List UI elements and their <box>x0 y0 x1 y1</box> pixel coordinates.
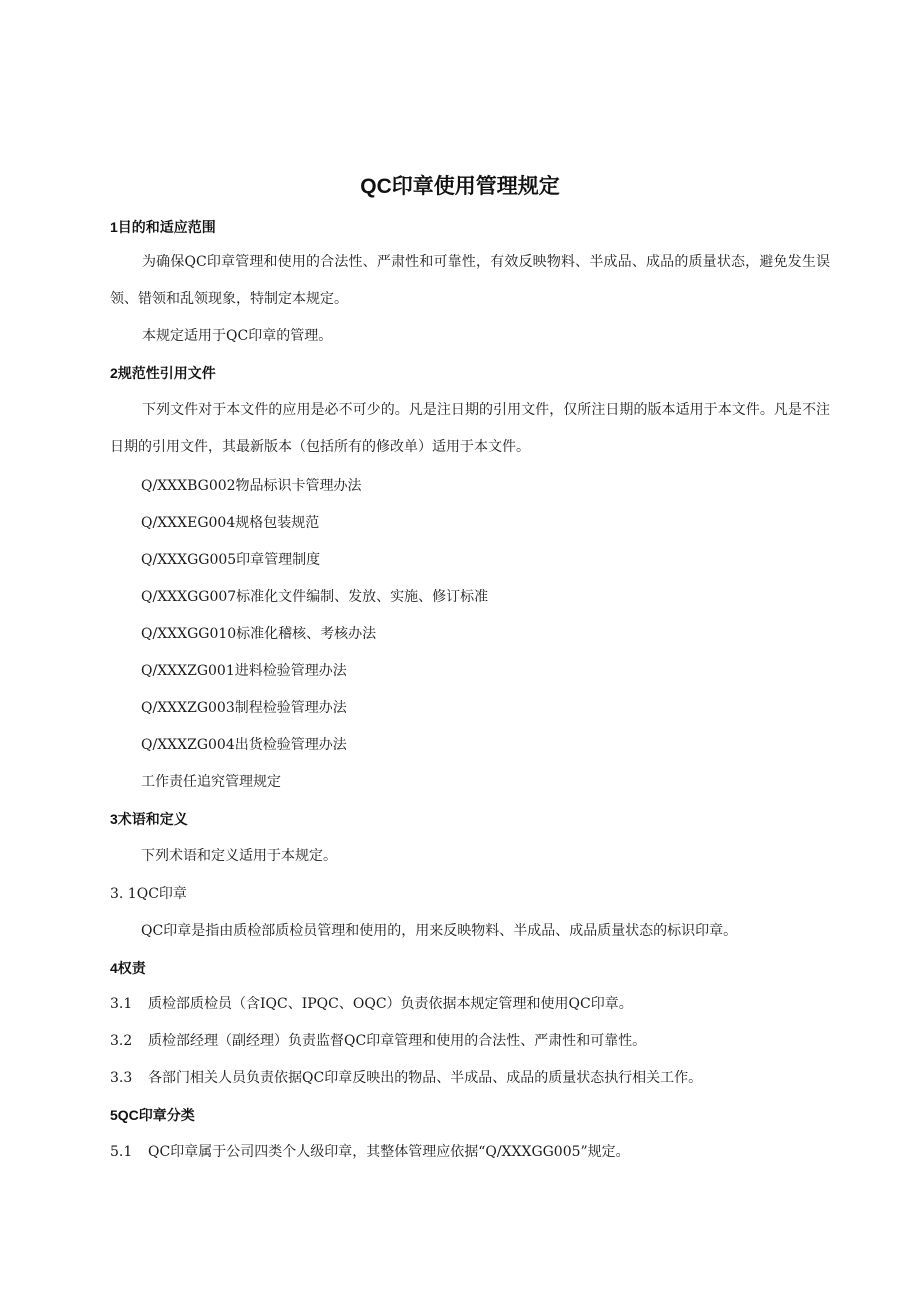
reference-item: Q/XXXGG010标准化稽核、考核办法 <box>141 626 377 642</box>
responsibility-item <box>110 1068 702 1088</box>
item-text: 质检部经理（副经理）负责监督QC印章管理和使用的合法性、严肃性和可靠性。 <box>148 1033 647 1049</box>
term-definition: QC印章是指由质检部质检员管理和使用的，用来反映物料、半成品、成品质量状态的标识印章。 <box>141 923 738 939</box>
reference-item: 工作责任追究管理规定 <box>141 774 281 790</box>
reference-item: Q/XXXEG004规格包装规范 <box>141 515 320 531</box>
item-number: 3.3 <box>110 1070 133 1086</box>
item-text: QC印章属于公司四类个人级印章，其整体管理应依据“Q/XXXGG005”规定。 <box>148 1144 630 1160</box>
reference-item: Q/XXXZG001进料检验管理办法 <box>141 663 347 679</box>
responsibility-item <box>110 1031 646 1051</box>
section-1-paragraph-scope: 本规定适用于QC印章的管理。 <box>142 328 333 344</box>
document-title: QC印章使用管理规定 <box>360 175 560 198</box>
section-4-heading: 4权责 <box>110 960 146 976</box>
classification-item <box>110 1142 630 1162</box>
term-number: 3. 1QC印章 <box>110 886 187 902</box>
item-text: 各部门相关人员负责依据QC印章反映出的物品、半成品、成品的质量状态执行相关工作。 <box>148 1070 703 1086</box>
responsibility-item <box>110 994 633 1014</box>
section-5-heading: 5QC印章分类 <box>110 1107 195 1123</box>
reference-item: Q/XXXGG007标准化文件编制、发放、实施、修订标准 <box>141 589 489 605</box>
reference-item: Q/XXXZG003制程检验管理办法 <box>141 700 347 716</box>
reference-item: Q/XXXGG005印章管理制度 <box>141 552 321 568</box>
section-2-intro-paragraph: 下列文件对于本文件的应用是必不可少的。凡是注日期的引用文件，仅所注日期的版本适用于本文件。凡是不注日期的引用文件，其最新版本（包括所有的修改单）适用于本文件。 <box>110 402 830 455</box>
item-number: 3.1 <box>110 996 133 1012</box>
section-3-intro: 下列术语和定义适用于本规定。 <box>141 848 337 864</box>
section-1-heading: 1目的和适应范围 <box>110 219 216 235</box>
section-3-heading: 3术语和定义 <box>110 811 188 827</box>
reference-item: Q/XXXBG002物品标识卡管理办法 <box>141 478 362 494</box>
item-number: 5.1 <box>110 1144 133 1160</box>
section-1-paragraph-purpose: 为确保QC印章管理和使用的合法性、严肃性和可靠性，有效反映物料、半成品、成品的质量状态，避免发生误领、错领和乱领现象，特制定本规定。 <box>110 254 830 307</box>
item-text: 质检部质检员（含IQC、IPQC、OQC）负责依据本规定管理和使用QC印章。 <box>148 996 633 1012</box>
item-number: 3.2 <box>110 1033 133 1049</box>
section-2-heading: 2规范性引用文件 <box>110 365 216 381</box>
reference-item: Q/XXXZG004出货检验管理办法 <box>141 737 347 753</box>
